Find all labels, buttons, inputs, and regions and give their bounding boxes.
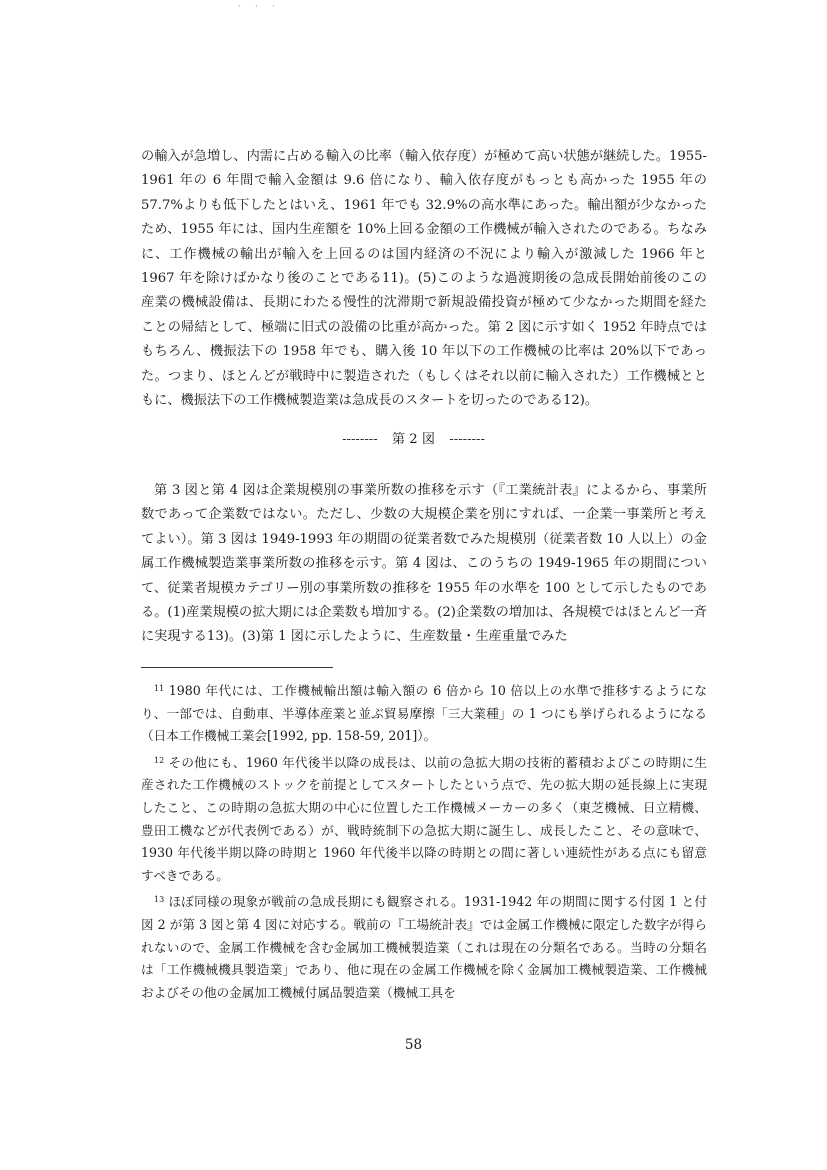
paragraph-text: 第 3 図と第 4 図は企業規模別の事業所数の推移を示す（『工業統計表』によるから、事業所数であって企業数ではない。ただし、少数の大規模企業を別にすれば、一企業一事業所と考えてよい）。第 3 図は 1949-1993 年の期間の従業者数でみた規模別（従業者数 10 人以上）の金属工作機械製造業事業所数の推移を示す。第 4 図は、このうちの 1949-1965 年の期間について、従業者規模カテゴリー別の事業所数の推移を 1955 年の水準を 100 として示したものである。(1)産業規模の拡大期には企業数も増加する。(2)企業数の増加は、各規模ではほとんど一斉に実現する13)。(3)第 1 図に示したように、生産数量・生産重量でみた [141, 483, 707, 645]
footnote-text: ほぼ同様の現象が戦前の急成長期にも観察される。1931-1942 年の期間に関する付図 1 と付図 2 が第 3 図と第 4 図に対応する。戦前の『工場統計表』では金属工作機械に限定した数字が得られないので、金属工作機械を含む金属加工機械製造業（これは現在の分類名である。当時の分類名は「工作機械機具製造業」であり、他に現在の金属工作機械を除く金属加工機械製造業、工作機械およびその他の金属加工機械付属品製造業（機械工具を [141, 894, 707, 1000]
footnote-number: 11 [154, 684, 165, 693]
scan-artifact: · · · [238, 2, 281, 11]
figure-label: 第 2 図 [391, 432, 436, 447]
footnote-12 [141, 752, 707, 888]
footnote-number: 13 [154, 895, 165, 905]
footnote-13 [141, 891, 707, 1004]
body-paragraph-1 [141, 145, 707, 413]
figure-placeholder [0, 430, 827, 450]
footnote-text: 1980 年代には、工作機械輸出額は輸入額の 6 倍から 10 倍以上の水準で推移するようになり、一部では、自動車、半導体産業と並ぶ貿易摩擦「三大業種」の 1 つにも挙げられるようになる（日本工作機械工業会[1992, pp. 158-59, 201]）。 [141, 683, 707, 744]
page-number: 58 [404, 1037, 423, 1053]
footnote-11 [141, 680, 707, 748]
paragraph-text: の輸入が急増し、内需に占める輸入の比率（輸入依存度）が極めて高い状態が継続した。1955-1961 年の 6 年間で輸入金額は 9.6 倍になり、輸入依存度がもっとも高かった 1955 年の 57.7%よりも低下したとはいえ、1961 年でも 32.9%の高水準にあった。輸出額が少なかったため、1955 年には、国内生産額を 10%上回る金額の工作機械が輸入されたのである。ちなみに、工作機械の輸出が輸入を上回るのは国内経済の不況により輸入が激減した 1966 年と 1967 年を除けばかなり後のことである11)。(5)このような過渡期後の急成長開始前後のこの産業の機械設備は、長期にわたる慢性的沈滞期で新規設備投資が極めて少なかった期間を経たことの帰結として、極端に旧式の設備の比重が高かった。第 2 図に示す如く 1952 年時点ではもちろん、機振法下の 1958 年でも、購入後 10 年以下の工作機械の比率は 20%以下であった。つまり、ほとんどが戦時中に製造された（もしくはそれ以前に輸入された）工作機械とともに、機振法下の工作機械製造業は急成長のスタートを切ったのである12)。 [141, 149, 707, 409]
body-paragraph-2 [141, 479, 707, 650]
figure-dash-left: -------- [342, 432, 378, 447]
footnote-text: その他にも、1960 年代後半以降の成長は、以前の急拡大期の技術的蓄積およびこの時期に生産された工作機械のストックを前提としてスタートしたという点で、先の拡大期の延長線上に実現したこと、この時期の急拡大期の中心に位置した工作機械メーカーの多く（東芝機械、日立精機、豊田工機などが代表例である）が、戦時統制下の急拡大期に誕生し、成長したこと、その意味で、1930 年代後半期以降の時期と 1960 年代後半以降の時期との間に著しい連続性がある点にも留意すべきである。 [141, 754, 707, 883]
footnote-divider [141, 667, 333, 668]
figure-dash-right: -------- [449, 432, 485, 447]
footnotes [141, 680, 707, 1008]
footnote-number: 12 [154, 755, 165, 765]
